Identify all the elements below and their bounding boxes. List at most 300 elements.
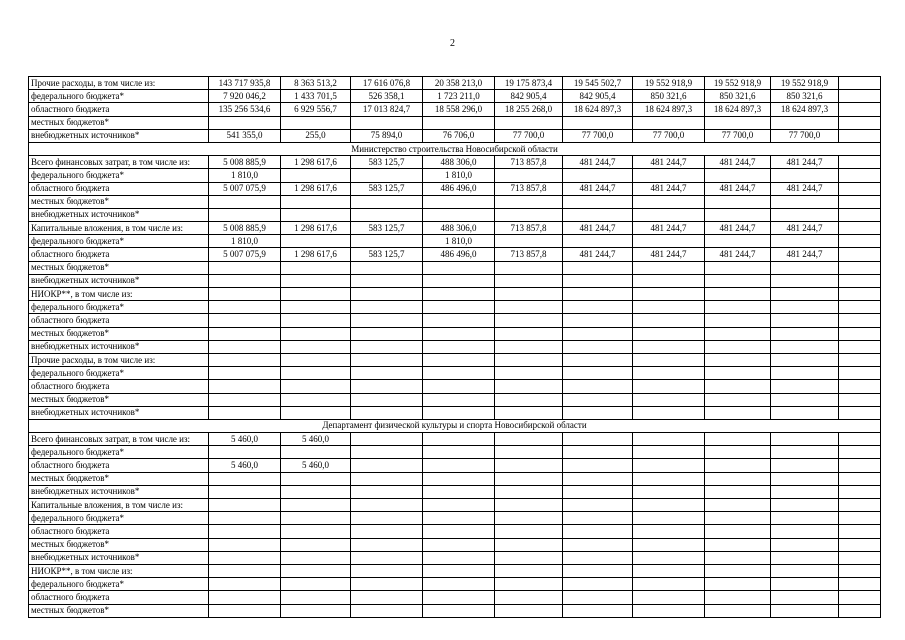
value-cell (771, 459, 839, 472)
value-cell: 481 244,7 (705, 156, 771, 169)
row-label: внебюджетных источников* (29, 485, 209, 498)
value-cell (351, 591, 423, 604)
value-cell (563, 208, 633, 221)
value-cell (839, 433, 881, 446)
value-cell (839, 261, 881, 274)
row-label: Капитальные вложения, в том числе из: (29, 499, 209, 512)
value-cell (705, 261, 771, 274)
value-cell (281, 327, 351, 340)
value-cell (281, 380, 351, 393)
value-cell: 481 244,7 (705, 182, 771, 195)
value-cell: 20 358 213,0 (423, 77, 495, 90)
value-cell (563, 367, 633, 380)
value-cell (839, 327, 881, 340)
value-cell (839, 77, 881, 90)
value-cell (839, 248, 881, 261)
value-cell (563, 314, 633, 327)
value-cell (423, 446, 495, 459)
value-cell (351, 314, 423, 327)
value-cell (281, 274, 351, 287)
value-cell (705, 512, 771, 525)
value-cell (495, 485, 563, 498)
value-cell (281, 353, 351, 366)
value-cell (423, 195, 495, 208)
value-cell (495, 512, 563, 525)
value-cell (281, 472, 351, 485)
value-cell (495, 367, 563, 380)
value-cell: 481 244,7 (563, 248, 633, 261)
value-cell (705, 195, 771, 208)
value-cell (771, 499, 839, 512)
value-cell (839, 116, 881, 129)
value-cell (563, 512, 633, 525)
value-cell (563, 604, 633, 617)
value-cell (281, 499, 351, 512)
value-cell (633, 288, 705, 301)
row-label: федерального бюджета* (29, 169, 209, 182)
value-cell (563, 169, 633, 182)
value-cell (351, 327, 423, 340)
value-cell (495, 564, 563, 577)
value-cell (771, 591, 839, 604)
value-cell (771, 578, 839, 591)
row-label: местных бюджетов* (29, 116, 209, 129)
value-cell (839, 499, 881, 512)
value-cell (351, 340, 423, 353)
value-cell: 481 244,7 (705, 222, 771, 235)
value-cell: 1 298 617,6 (281, 182, 351, 195)
value-cell: 76 706,0 (423, 129, 495, 142)
value-cell (423, 538, 495, 551)
value-cell: 1 298 617,6 (281, 156, 351, 169)
value-cell (771, 380, 839, 393)
row-label: федерального бюджета* (29, 235, 209, 248)
value-cell (495, 406, 563, 419)
row-label: НИОКР**, в том числе из: (29, 288, 209, 301)
row-label: областного бюджета (29, 380, 209, 393)
value-cell (495, 340, 563, 353)
row-label: областного бюджета (29, 248, 209, 261)
value-cell: 1 298 617,6 (281, 222, 351, 235)
value-cell (839, 525, 881, 538)
value-cell (209, 327, 281, 340)
table-row (29, 314, 881, 327)
value-cell: 488 306,0 (423, 156, 495, 169)
value-cell (563, 591, 633, 604)
row-label: Всего финансовых затрат, в том числе из: (29, 156, 209, 169)
value-cell (209, 512, 281, 525)
row-label: внебюджетных источников* (29, 274, 209, 287)
value-cell: 850 321,6 (705, 90, 771, 103)
value-cell (281, 604, 351, 617)
value-cell: 1 810,0 (209, 169, 281, 182)
row-label: Прочие расходы, в том числе из: (29, 77, 209, 90)
row-label: Всего финансовых затрат, в том числе из: (29, 433, 209, 446)
row-label: федерального бюджета* (29, 578, 209, 591)
value-cell: 77 700,0 (495, 129, 563, 142)
row-label: федерального бюджета* (29, 367, 209, 380)
value-cell (563, 353, 633, 366)
value-cell (351, 274, 423, 287)
value-cell (633, 551, 705, 564)
row-label: Прочие расходы, в том числе из: (29, 353, 209, 366)
value-cell (209, 288, 281, 301)
value-cell: 481 244,7 (563, 182, 633, 195)
value-cell (705, 274, 771, 287)
row-label: областного бюджета (29, 459, 209, 472)
value-cell (209, 367, 281, 380)
value-cell: 1 810,0 (423, 169, 495, 182)
value-cell (423, 604, 495, 617)
value-cell: 713 857,8 (495, 182, 563, 195)
value-cell (771, 208, 839, 221)
value-cell (563, 235, 633, 248)
value-cell: 481 244,7 (771, 156, 839, 169)
value-cell: 1 810,0 (209, 235, 281, 248)
value-cell (281, 261, 351, 274)
value-cell (633, 353, 705, 366)
value-cell (771, 538, 839, 551)
value-cell (771, 261, 839, 274)
table-row (29, 485, 881, 498)
value-cell (705, 472, 771, 485)
value-cell (423, 591, 495, 604)
value-cell (633, 340, 705, 353)
value-cell: 5 008 885,9 (209, 156, 281, 169)
value-cell (351, 393, 423, 406)
value-cell: 541 355,0 (209, 129, 281, 142)
value-cell (633, 591, 705, 604)
value-cell (771, 301, 839, 314)
value-cell (209, 604, 281, 617)
value-cell (423, 208, 495, 221)
row-label: областного бюджета (29, 525, 209, 538)
table-row (29, 156, 881, 169)
value-cell (423, 433, 495, 446)
value-cell (209, 261, 281, 274)
value-cell: 850 321,6 (771, 90, 839, 103)
value-cell: 1 810,0 (423, 235, 495, 248)
value-cell: 583 125,7 (351, 156, 423, 169)
value-cell (839, 222, 881, 235)
value-cell (423, 551, 495, 564)
value-cell (705, 551, 771, 564)
value-cell: 713 857,8 (495, 156, 563, 169)
value-cell (209, 564, 281, 577)
value-cell (423, 459, 495, 472)
value-cell (209, 406, 281, 419)
table-row (29, 380, 881, 393)
value-cell (705, 485, 771, 498)
value-cell (351, 367, 423, 380)
value-cell (351, 578, 423, 591)
value-cell (705, 380, 771, 393)
value-cell (563, 340, 633, 353)
value-cell (495, 551, 563, 564)
value-cell (563, 564, 633, 577)
value-cell (563, 195, 633, 208)
value-cell (633, 380, 705, 393)
value-cell (771, 406, 839, 419)
value-cell: 481 244,7 (771, 248, 839, 261)
value-cell (563, 538, 633, 551)
value-cell (209, 499, 281, 512)
value-cell: 77 700,0 (705, 129, 771, 142)
value-cell (563, 380, 633, 393)
value-cell (633, 604, 705, 617)
value-cell: 18 624 897,3 (705, 103, 771, 116)
value-cell (495, 472, 563, 485)
value-cell: 842 905,4 (563, 90, 633, 103)
value-cell (839, 591, 881, 604)
value-cell: 481 244,7 (563, 156, 633, 169)
value-cell (633, 472, 705, 485)
value-cell (563, 525, 633, 538)
value-cell (281, 301, 351, 314)
table-row (29, 591, 881, 604)
table-row (29, 288, 881, 301)
value-cell (351, 116, 423, 129)
table-row (29, 129, 881, 142)
table-row (29, 538, 881, 551)
table-row (29, 169, 881, 182)
value-cell: 75 894,0 (351, 129, 423, 142)
value-cell (705, 446, 771, 459)
value-cell (839, 169, 881, 182)
value-cell (705, 353, 771, 366)
value-cell (423, 578, 495, 591)
value-cell (839, 314, 881, 327)
row-label: внебюджетных источников* (29, 129, 209, 142)
value-cell (281, 485, 351, 498)
value-cell (209, 551, 281, 564)
value-cell: 850 321,6 (633, 90, 705, 103)
value-cell (423, 340, 495, 353)
value-cell (209, 314, 281, 327)
table-row (29, 604, 881, 617)
value-cell (423, 116, 495, 129)
value-cell: 18 624 897,3 (633, 103, 705, 116)
value-cell: 19 552 918,9 (705, 77, 771, 90)
value-cell (705, 314, 771, 327)
value-cell (563, 433, 633, 446)
value-cell (839, 235, 881, 248)
value-cell (563, 288, 633, 301)
table-row (29, 367, 881, 380)
value-cell (495, 327, 563, 340)
table-row (29, 90, 881, 103)
value-cell (209, 380, 281, 393)
value-cell (563, 301, 633, 314)
row-label: федерального бюджета* (29, 512, 209, 525)
value-cell (839, 129, 881, 142)
value-cell (281, 288, 351, 301)
value-cell (705, 116, 771, 129)
section-title: Министерство строительства Новосибирской области (29, 142, 881, 155)
value-cell (351, 261, 423, 274)
value-cell: 481 244,7 (633, 222, 705, 235)
value-cell (633, 525, 705, 538)
value-cell (705, 367, 771, 380)
value-cell: 19 545 502,7 (563, 77, 633, 90)
value-cell (423, 499, 495, 512)
value-cell (281, 446, 351, 459)
value-cell (771, 433, 839, 446)
value-cell: 18 624 897,3 (771, 103, 839, 116)
table-row (29, 525, 881, 538)
value-cell (209, 393, 281, 406)
table-row (29, 564, 881, 577)
value-cell (495, 195, 563, 208)
value-cell (839, 367, 881, 380)
value-cell (839, 459, 881, 472)
value-cell (351, 485, 423, 498)
value-cell (633, 116, 705, 129)
value-cell (209, 538, 281, 551)
table-row (29, 433, 881, 446)
value-cell: 486 496,0 (423, 182, 495, 195)
value-cell (209, 525, 281, 538)
value-cell (771, 288, 839, 301)
value-cell (281, 367, 351, 380)
value-cell: 481 244,7 (633, 182, 705, 195)
value-cell (839, 156, 881, 169)
value-cell (633, 499, 705, 512)
value-cell: 18 255 268,0 (495, 103, 563, 116)
value-cell (423, 393, 495, 406)
value-cell (705, 578, 771, 591)
value-cell (281, 340, 351, 353)
row-label: федерального бюджета* (29, 446, 209, 459)
value-cell (771, 235, 839, 248)
value-cell (495, 499, 563, 512)
value-cell (495, 288, 563, 301)
value-cell (563, 393, 633, 406)
value-cell (351, 604, 423, 617)
value-cell (209, 472, 281, 485)
value-cell (351, 446, 423, 459)
value-cell: 486 496,0 (423, 248, 495, 261)
value-cell (839, 564, 881, 577)
value-cell: 255,0 (281, 129, 351, 142)
value-cell (563, 261, 633, 274)
value-cell (209, 208, 281, 221)
table-row (29, 459, 881, 472)
value-cell (771, 340, 839, 353)
table-row (29, 551, 881, 564)
row-label: местных бюджетов* (29, 195, 209, 208)
value-cell (281, 578, 351, 591)
value-cell (771, 314, 839, 327)
row-label: внебюджетных источников* (29, 406, 209, 419)
value-cell: 8 363 513,2 (281, 77, 351, 90)
value-cell (771, 472, 839, 485)
value-cell (495, 525, 563, 538)
value-cell: 143 717 935,8 (209, 77, 281, 90)
value-cell (705, 169, 771, 182)
value-cell: 19 552 918,9 (633, 77, 705, 90)
table-row (29, 446, 881, 459)
value-cell (771, 393, 839, 406)
value-cell (771, 367, 839, 380)
value-cell (633, 367, 705, 380)
value-cell (209, 195, 281, 208)
row-label: областного бюджета (29, 314, 209, 327)
value-cell (281, 591, 351, 604)
row-label: областного бюджета (29, 591, 209, 604)
value-cell (495, 578, 563, 591)
value-cell (633, 446, 705, 459)
value-cell: 18 558 296,0 (423, 103, 495, 116)
value-cell (633, 393, 705, 406)
table-row (29, 195, 881, 208)
value-cell (351, 499, 423, 512)
value-cell (563, 472, 633, 485)
row-label: местных бюджетов* (29, 604, 209, 617)
value-cell (839, 604, 881, 617)
value-cell (633, 314, 705, 327)
value-cell (771, 525, 839, 538)
value-cell: 6 929 556,7 (281, 103, 351, 116)
value-cell (495, 274, 563, 287)
value-cell (705, 208, 771, 221)
table-row (29, 340, 881, 353)
value-cell (495, 446, 563, 459)
value-cell: 713 857,8 (495, 248, 563, 261)
value-cell: 713 857,8 (495, 222, 563, 235)
table-row (29, 182, 881, 195)
value-cell: 5 460,0 (281, 459, 351, 472)
value-cell (633, 538, 705, 551)
value-cell (839, 472, 881, 485)
value-cell (705, 591, 771, 604)
value-cell (423, 512, 495, 525)
value-cell (351, 512, 423, 525)
value-cell (423, 380, 495, 393)
value-cell (351, 525, 423, 538)
value-cell: 481 244,7 (771, 182, 839, 195)
value-cell (633, 301, 705, 314)
table-row (29, 512, 881, 525)
value-cell (839, 353, 881, 366)
value-cell: 488 306,0 (423, 222, 495, 235)
value-cell (495, 604, 563, 617)
value-cell (209, 591, 281, 604)
value-cell (563, 551, 633, 564)
row-label: внебюджетных источников* (29, 551, 209, 564)
table-row (29, 274, 881, 287)
value-cell (281, 538, 351, 551)
value-cell (423, 314, 495, 327)
value-cell (423, 288, 495, 301)
value-cell (351, 459, 423, 472)
value-cell (281, 512, 351, 525)
value-cell (423, 353, 495, 366)
value-cell (563, 327, 633, 340)
value-cell (495, 433, 563, 446)
row-label: местных бюджетов* (29, 538, 209, 551)
value-cell (771, 169, 839, 182)
value-cell (633, 208, 705, 221)
value-cell (351, 551, 423, 564)
value-cell (495, 235, 563, 248)
value-cell (771, 274, 839, 287)
value-cell: 481 244,7 (633, 248, 705, 261)
table-row (29, 327, 881, 340)
value-cell (423, 525, 495, 538)
row-label: внебюджетных источников* (29, 208, 209, 221)
value-cell (563, 274, 633, 287)
